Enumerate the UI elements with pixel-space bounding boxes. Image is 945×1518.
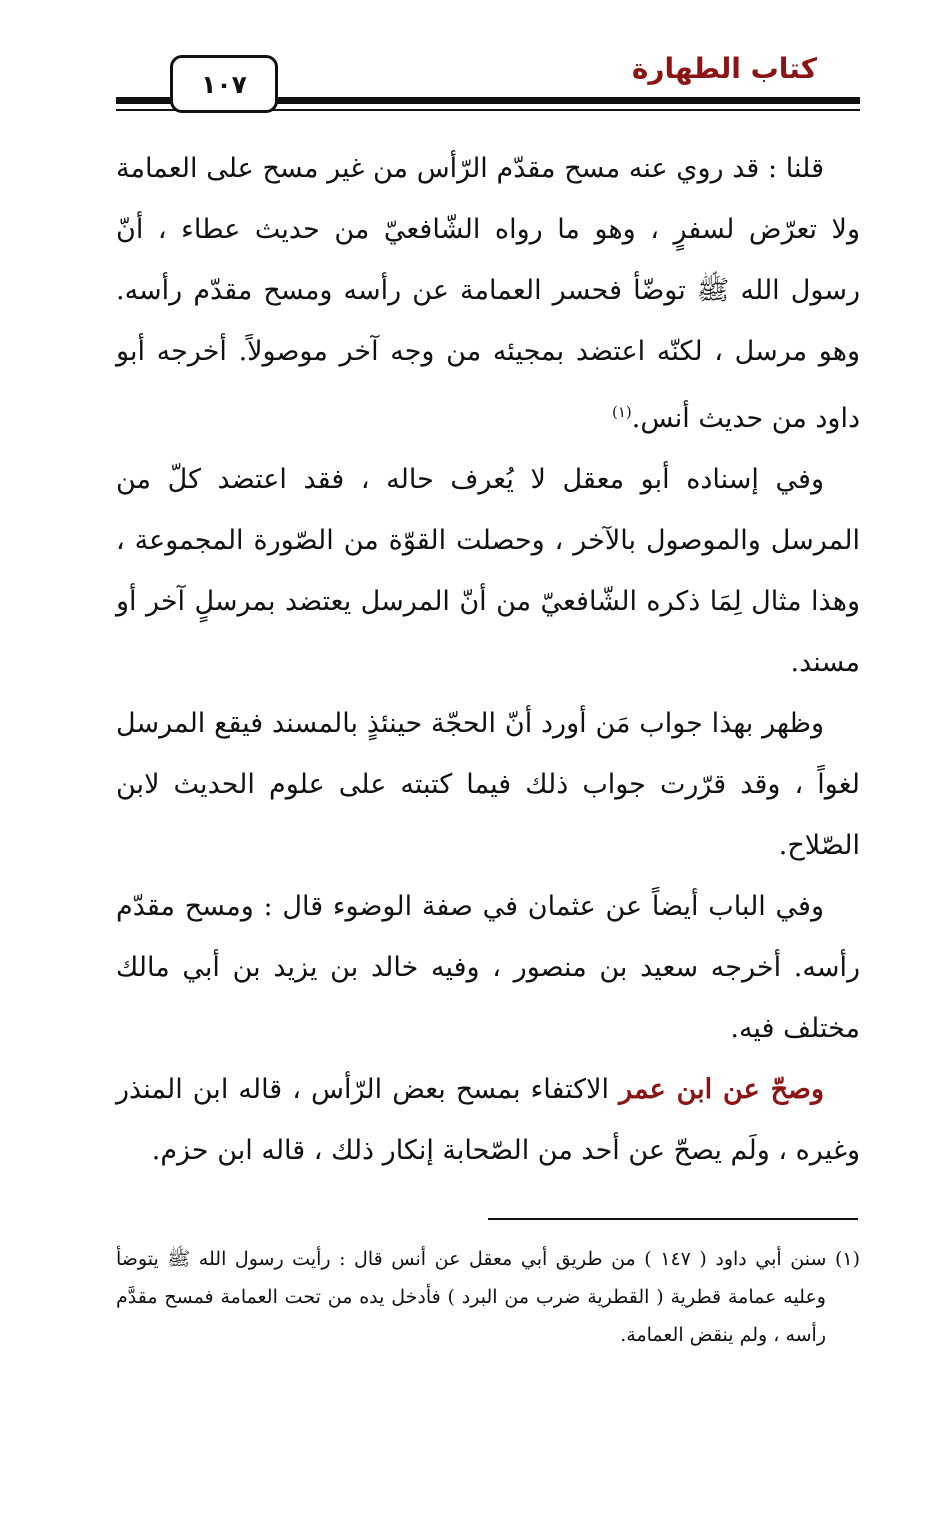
paragraph: [116, 138, 860, 449]
page-number-box: [170, 55, 278, 113]
paragraph-text: وظهر بهذا جواب مَن أورد أنّ الحجّة حينئذٍ بالمسند فيقع المرسل لغواً ، وقد قرّرت جواب ذلك فيما كتبته على علوم الحديث لابن الصّلاح.: [116, 708, 860, 861]
main-text: [116, 138, 860, 1181]
paragraph: [116, 876, 860, 1059]
paragraph-text: قلنا : قد روي عنه مسح مقدّم الرّأس من غير مسح على العمامة ولا تعرّض لسفرٍ ، وهو ما رواه الشّافعيّ من حديث عطاء ، أنّ رسول الله ﷺ توضّأ فحسر العمامة عن رأسه ومسح مقدّم رأسه. وهو مرسل ، لكنّه اعتضد بمجيئه من وجه آخر موصولاً. أخرجه أبو داود من حديث أنس.: [116, 153, 860, 434]
paragraph: [116, 449, 860, 693]
footnote-separator: [488, 1218, 858, 1220]
paragraph-text: الاكتفاء بمسح بعض الرّأس ، قاله ابن المنذر وغيره ، ولَم يصحّ عن أحد من الصّحابة إنكار ذلك ، قاله ابن حزم.: [116, 1074, 860, 1166]
footnote-reference[interactable]: (١): [611, 403, 632, 421]
footnote-item: [116, 1240, 860, 1354]
paragraph: [116, 693, 860, 876]
footnote-marker: (١): [834, 1248, 860, 1270]
footnote-text: سنن أبي داود ( ١٤٧ ) من طريق أبي معقل عن أنس قال : رأيت رسول الله ﷺ يتوضأ وعليه عمامة قطرية ( القطرية ضرب من البرد ) فأدخل يده من تحت العمامة فمسح مقدَّم رأسه ، ولم ينقض العمامة.: [116, 1248, 827, 1346]
footnotes: [116, 1240, 860, 1354]
paragraph: [116, 1059, 860, 1181]
page-number: ١٠٧: [201, 69, 247, 99]
page-header: [0, 0, 945, 120]
paragraph-text: وفي الباب أيضاً عن عثمان في صفة الوضوء قال : ومسح مقدّم رأسه. أخرجه سعيد بن منصور ، وفيه خالد بن يزيد بن أبي مالك مختلف فيه.: [116, 891, 860, 1044]
highlighted-phrase: وصحّ عن ابن عمر: [619, 1074, 824, 1105]
paragraph-text: وفي إسناده أبو معقل لا يُعرف حاله ، فقد اعتضد كلّ من المرسل والموصول بالآخر ، وحصلت القوّة من الصّورة المجموعة ، وهذا مثال لِمَا ذكره الشّافعيّ من أنّ المرسل يعتضد بمرسلٍ آخر أو مسند.: [116, 464, 860, 678]
chapter-title: كتاب الطهارة: [631, 52, 817, 85]
